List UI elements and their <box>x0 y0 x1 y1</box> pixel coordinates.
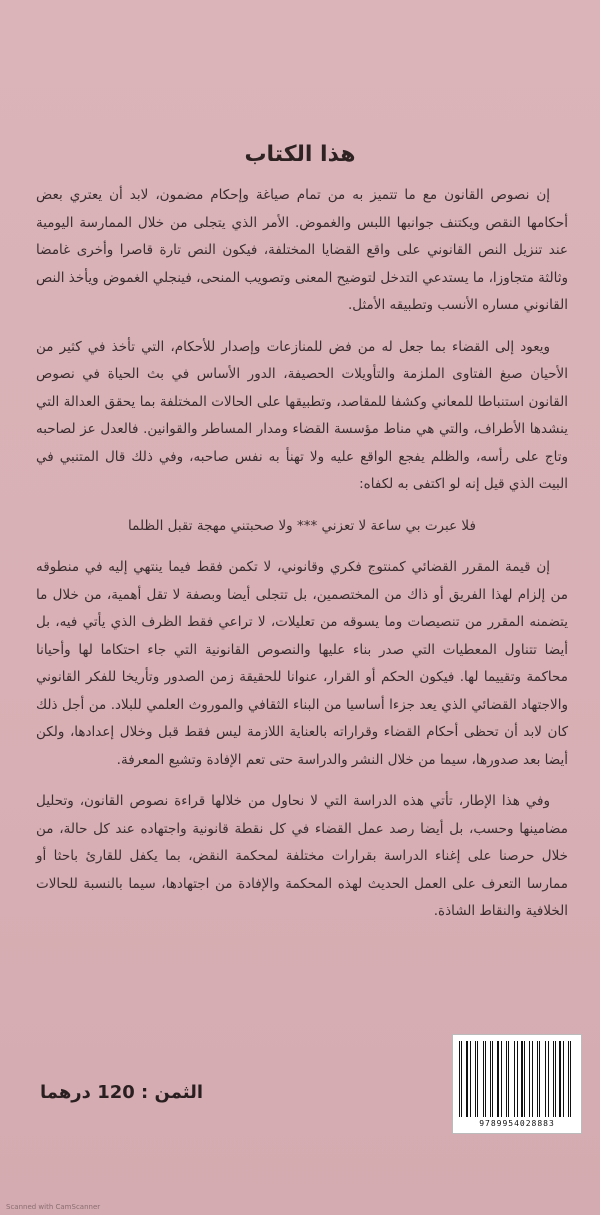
barcode <box>452 1034 582 1134</box>
paragraph-2: ويعود إلى القضاء بما جعل له من فض للمنازعات وإصدار للأحكام، التي تأخذ في كثير من الأحيان صبغ الفتاوى الملزمة والتأويلات الحصيفة، الدور الأساس في بث الحياة في نصوص القانون استنباطا للمعاني وكشفا للمقاصد، وتطبيقها على الحالات المختلفة بما يحقق العدالة التي ينشدها الأطراف، والتي هي مناط مؤسسة القضاء ومدار المساطر والقوانين. فالعدل عز لصاحبه وتاج على رأسه، والظلم يفجع الواقع عليه ولا تهنأ به نفس صاحبه، وفي ذلك قال المتنبي في البيت الذي قيل إنه لو اكتفى به لكفاه: <box>36 338 568 492</box>
poetry-verse: فلا عبرت بي ساعة لا تعزني *** ولا صحبتني مهجة تقبل الظلما <box>128 517 476 534</box>
blurb-text <box>36 182 568 940</box>
paragraph-4: وفي هذا الإطار، تأتي هذه الدراسة التي لا نحاول من خلالها قراءة نصوص القانون، وتحليل مضامينها وحسب، بل أيضا رصد عمل القضاء في كل نقطة قانونية واجتهاده عند كل حالة، من خلال حرصنا على إغناء الدراسة بقرارات مختلفة لمحكمة النقض، بما يكفل للقارئ باحثا أو ممارسا التعرف على العمل الحديث لهذه المحكمة والإفادة من اجتهادها، سيما بالنسبة للحالات الخلافية والنقاط الشاذة. <box>36 793 568 919</box>
barcode-bars-icon <box>459 1041 575 1117</box>
cover-title: هذا الكتاب <box>244 142 356 167</box>
price-label: الثمن : 120 درهما <box>40 1082 204 1103</box>
barcode-number: 9789954028883 <box>479 1119 555 1128</box>
paragraph-3: إن قيمة المقرر القضائي كمنتوج فكري وقانوني، لا تكمن فقط فيما ينتهي إليه في منطوقه من إلزام لهذا الفريق أو ذاك من المختصمين، بل تتجلى أيضا وبصفة لا تقل أهمية، من خلال ما يتضمنه المقرر من تنصيصات وما يسوقه من تعليلات، لا تراعي فقط الظرف الذي يأتي فيه، بل أيضا تتناول المعطيات التي صدر بناء عليها والنصوص القانونية التي جاء احتكاما لها وأحيانا محاكمة وتقييما لها. فيكون الحكم أو القرار، عنوانا للحقيقة زمن الصدور وتأريخا للفكر القانوني والاجتهاد القضائي الذي يعد جزءا أساسيا من البناء الثقافي والموروث العلمي للبلاد. من أجل ذلك كان لابد أن تحظى أحكام القضاء وقراراته بالعناية اللازمة ليس فقط قبل وخلال إعدادها، ولكن أيضا بعد صدورها، سيما من خلال النشر والدراسة حتى تعم الإفادة وتشيع المعرفة. <box>36 559 568 768</box>
scanner-watermark: Scanned with CamScanner <box>6 1203 101 1211</box>
paragraph-1: إن نصوص القانون مع ما تتميز به من تمام صياغة وإحكام مضمون، لابد أن يعتري بعض أحكامها النقص ويكتنف جوانبها اللبس والغموض. الأمر الذي يتجلى من خلال الممارسة اليومية عند تنزيل النص القانوني على واقع القضايا المختلفة، فيكون النص تارة قاصرا وأخرى غامضا وثالثة متجاوزا، ما يستدعي التدخل لتوضيح المعنى وتصويب المنحى، فينجلي الغموض ويأخذ النص القانوني مساره الأنسب وتطبيقه الأمثل. <box>36 187 568 313</box>
